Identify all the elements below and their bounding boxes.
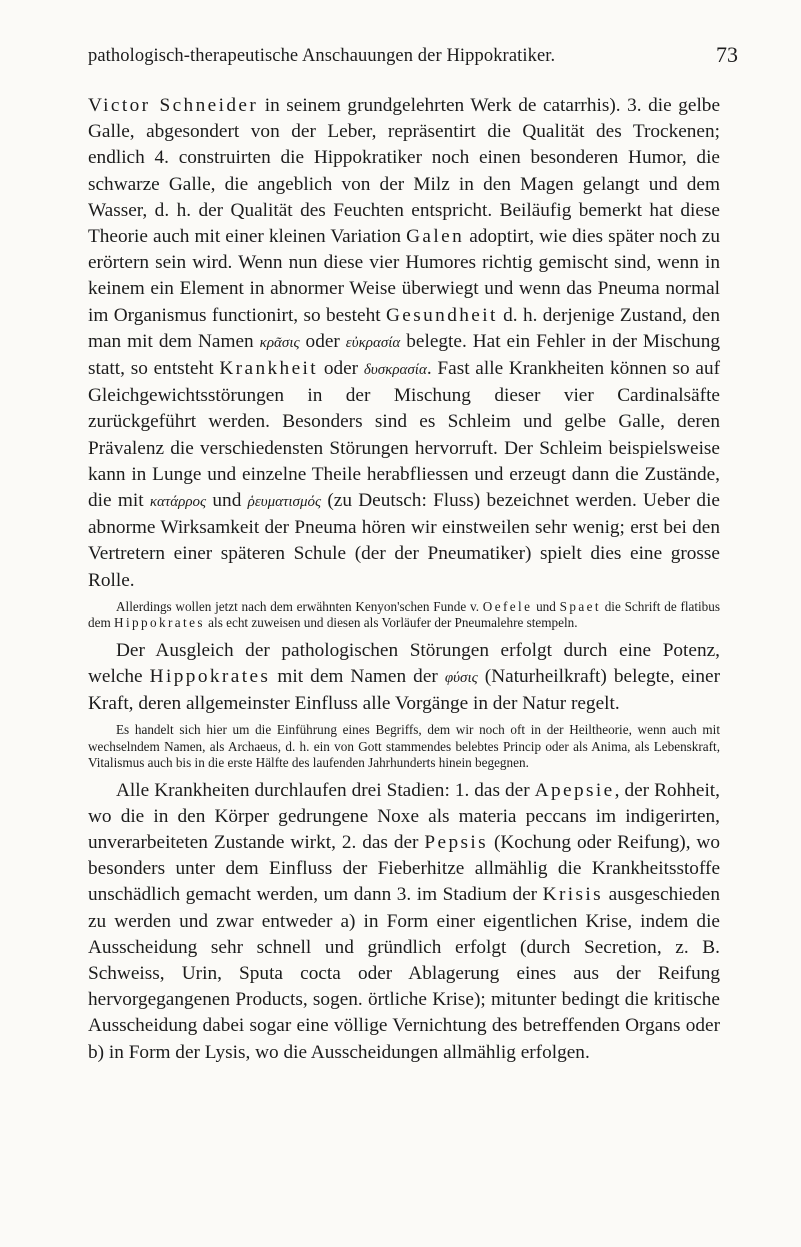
text-run: Es handelt sich hier um die Einführung eines Begriffs, dem wir noch oft in der Heiltheorie, wenn auch mit wechselndem Namen, als Archaeus, d. h. ein von Gott stammendes belebtes Princip oder als Anima, als Lebenskraft, Vitalismus auch bis in die erste Hälfte des laufenden Jahrhunderts hinein begegnen. — [88, 722, 720, 771]
text-run: und — [206, 490, 248, 512]
text-run: (zu Deutsch: Fluss) bezeichnet werden. Ueber die abnorme Wirksamkeit der Pneuma hören wir einstweilen sehr wenig; erst bei den Vertretern einer späteren Schule (der der Pneumatiker) spielt dies eine grosse Rolle. — [88, 490, 720, 591]
author-name: Oefele — [482, 598, 533, 614]
text-run: Allerdings wollen jetzt nach dem erwähnten Kenyon'schen Funde v. — [116, 598, 483, 614]
emphasis-term: Pepsis — [424, 831, 489, 853]
running-title: pathologisch-therapeutische Anschauungen der Hippokratiker. — [88, 46, 556, 66]
main-text — [88, 778, 720, 1066]
author-name: Spaet — [559, 598, 601, 614]
greek-term: φύσις — [444, 669, 478, 686]
small-print-note — [88, 599, 720, 632]
author-name: Victor Schneider — [88, 95, 259, 116]
greek-term: δυσκρασία — [363, 362, 427, 379]
main-text — [88, 638, 720, 718]
author-name: Galen — [406, 226, 465, 248]
text-run: ausgeschieden zu werden und zwar entweder a) in Form einer eigentlichen Krise, indem die Ausscheidung sehr schnell und gründlich erfolgt (durch Secretion, z. B. Schweiss, Urin, Sputa cocta oder Ablagerung eines aus der Reifung hervorgegangenen Products, sogen. örtliche Krise); mitunter bedingt die kritische Ausscheidung dabei sogar eine völlige Vernichtung des betreffenden Organs oder b) in Form der Lysis, wo die Ausscheidungen allmählig erfolgen. — [88, 884, 720, 1063]
text-run: (Naturheilkraft) belegte, einer Kraft, deren allgemeinster Einfluss alle Vorgänge in der Natur regelt. — [88, 665, 720, 715]
paragraph-physis — [88, 638, 720, 718]
paragraph-humores — [88, 93, 720, 594]
text-run: . Fast alle Krankheiten können so auf Gleichgewichtsstörungen in der Mischung dieser vier Cardinalsäfte zurückgeführt werden. Besonders sind es Schleim und gelbe Galle, deren Prävalenz die verschiedensten Störungen hervorruft. Der Schleim beispielsweise kann in Lunge und einzelne Theile herabfliessen und erzeugt dann die Zustände, die mit — [88, 358, 721, 512]
text-run: , der Rohheit, wo die in den Körper gedrungene Noxe als materia peccans im indigerirten, unverarbeiteten Zustande wirkt, 2. das der — [88, 779, 720, 853]
emphasis-term: Gesundheit — [385, 304, 498, 326]
text-run: mit dem Namen der — [270, 665, 445, 687]
greek-term: κατάρρος — [149, 494, 207, 511]
main-text — [88, 93, 720, 594]
small-print-note — [88, 722, 720, 771]
emphasis-term: Krisis — [542, 884, 604, 906]
paragraph-stadien — [88, 778, 720, 1066]
text-run: Der Ausgleich der pathologischen Störungen erfolgt durch eine Potenz, welche — [88, 639, 720, 687]
text-run: Alle Krankheiten durchlaufen drei Stadien: 1. das der — [116, 779, 535, 801]
running-header — [0, 42, 801, 76]
text-run: oder — [299, 330, 346, 352]
text-run: adoptirt, wie dies später noch zu erörtern sein wird. Wenn nun diese vier Humores richtig gemischt sind, wenn in keinem ein Element in abnormer Weise überwiegt und wenn das Pneuma normal im Organismus functionirt, so besteht — [88, 226, 720, 326]
emphasis-term: Krankheit — [219, 358, 319, 380]
greek-term: ῥευματισμός — [247, 494, 322, 511]
text-run: in seinem grundgelehrten Werk de catarrhis). 3. die gelbe Galle, abgesondert von der Leber, repräsentirt die Qualität des Trockenen; endlich 4. construirten die Hippokratiker noch einen besonderen Humor, die schwarze Galle, die angeblich von der Milz in den Magen gelangt und dem Wasser, d. h. der Qualität des Feuchten entspricht. Beiläufig bemerkt hat diese Theorie auch mit einer kleinen Variation — [88, 95, 720, 248]
emphasis-term: Apepsie — [534, 779, 615, 801]
author-name: Hippokrates — [114, 615, 205, 631]
page-number: 73 — [716, 42, 738, 67]
text-run: (Kochung oder Reifung), wo besonders unter dem Einfluss der Fieberhitze allmählig die Krankheitsstoffe unschädlich gemacht werden, um dann 3. im Stadium der — [88, 831, 720, 906]
text-run: oder — [318, 358, 364, 380]
page-body — [88, 93, 720, 1066]
text-run: d. h. derjenige Zustand, den man mit dem Namen — [88, 304, 720, 352]
text-run: als echt zuweisen und diesen als Vorläufer der Pneumalehre stempeln. — [204, 615, 578, 631]
author-name: Hippokrates — [149, 665, 271, 687]
greek-term: κρᾶσις — [259, 334, 300, 351]
text-run: die Schrift de flatibus dem — [88, 598, 720, 631]
greek-term: εὐκρασία — [345, 334, 401, 351]
text-run: belegte. Hat ein Fehler in der Mischung statt, so entsteht — [88, 330, 720, 380]
text-run: und — [532, 598, 560, 614]
